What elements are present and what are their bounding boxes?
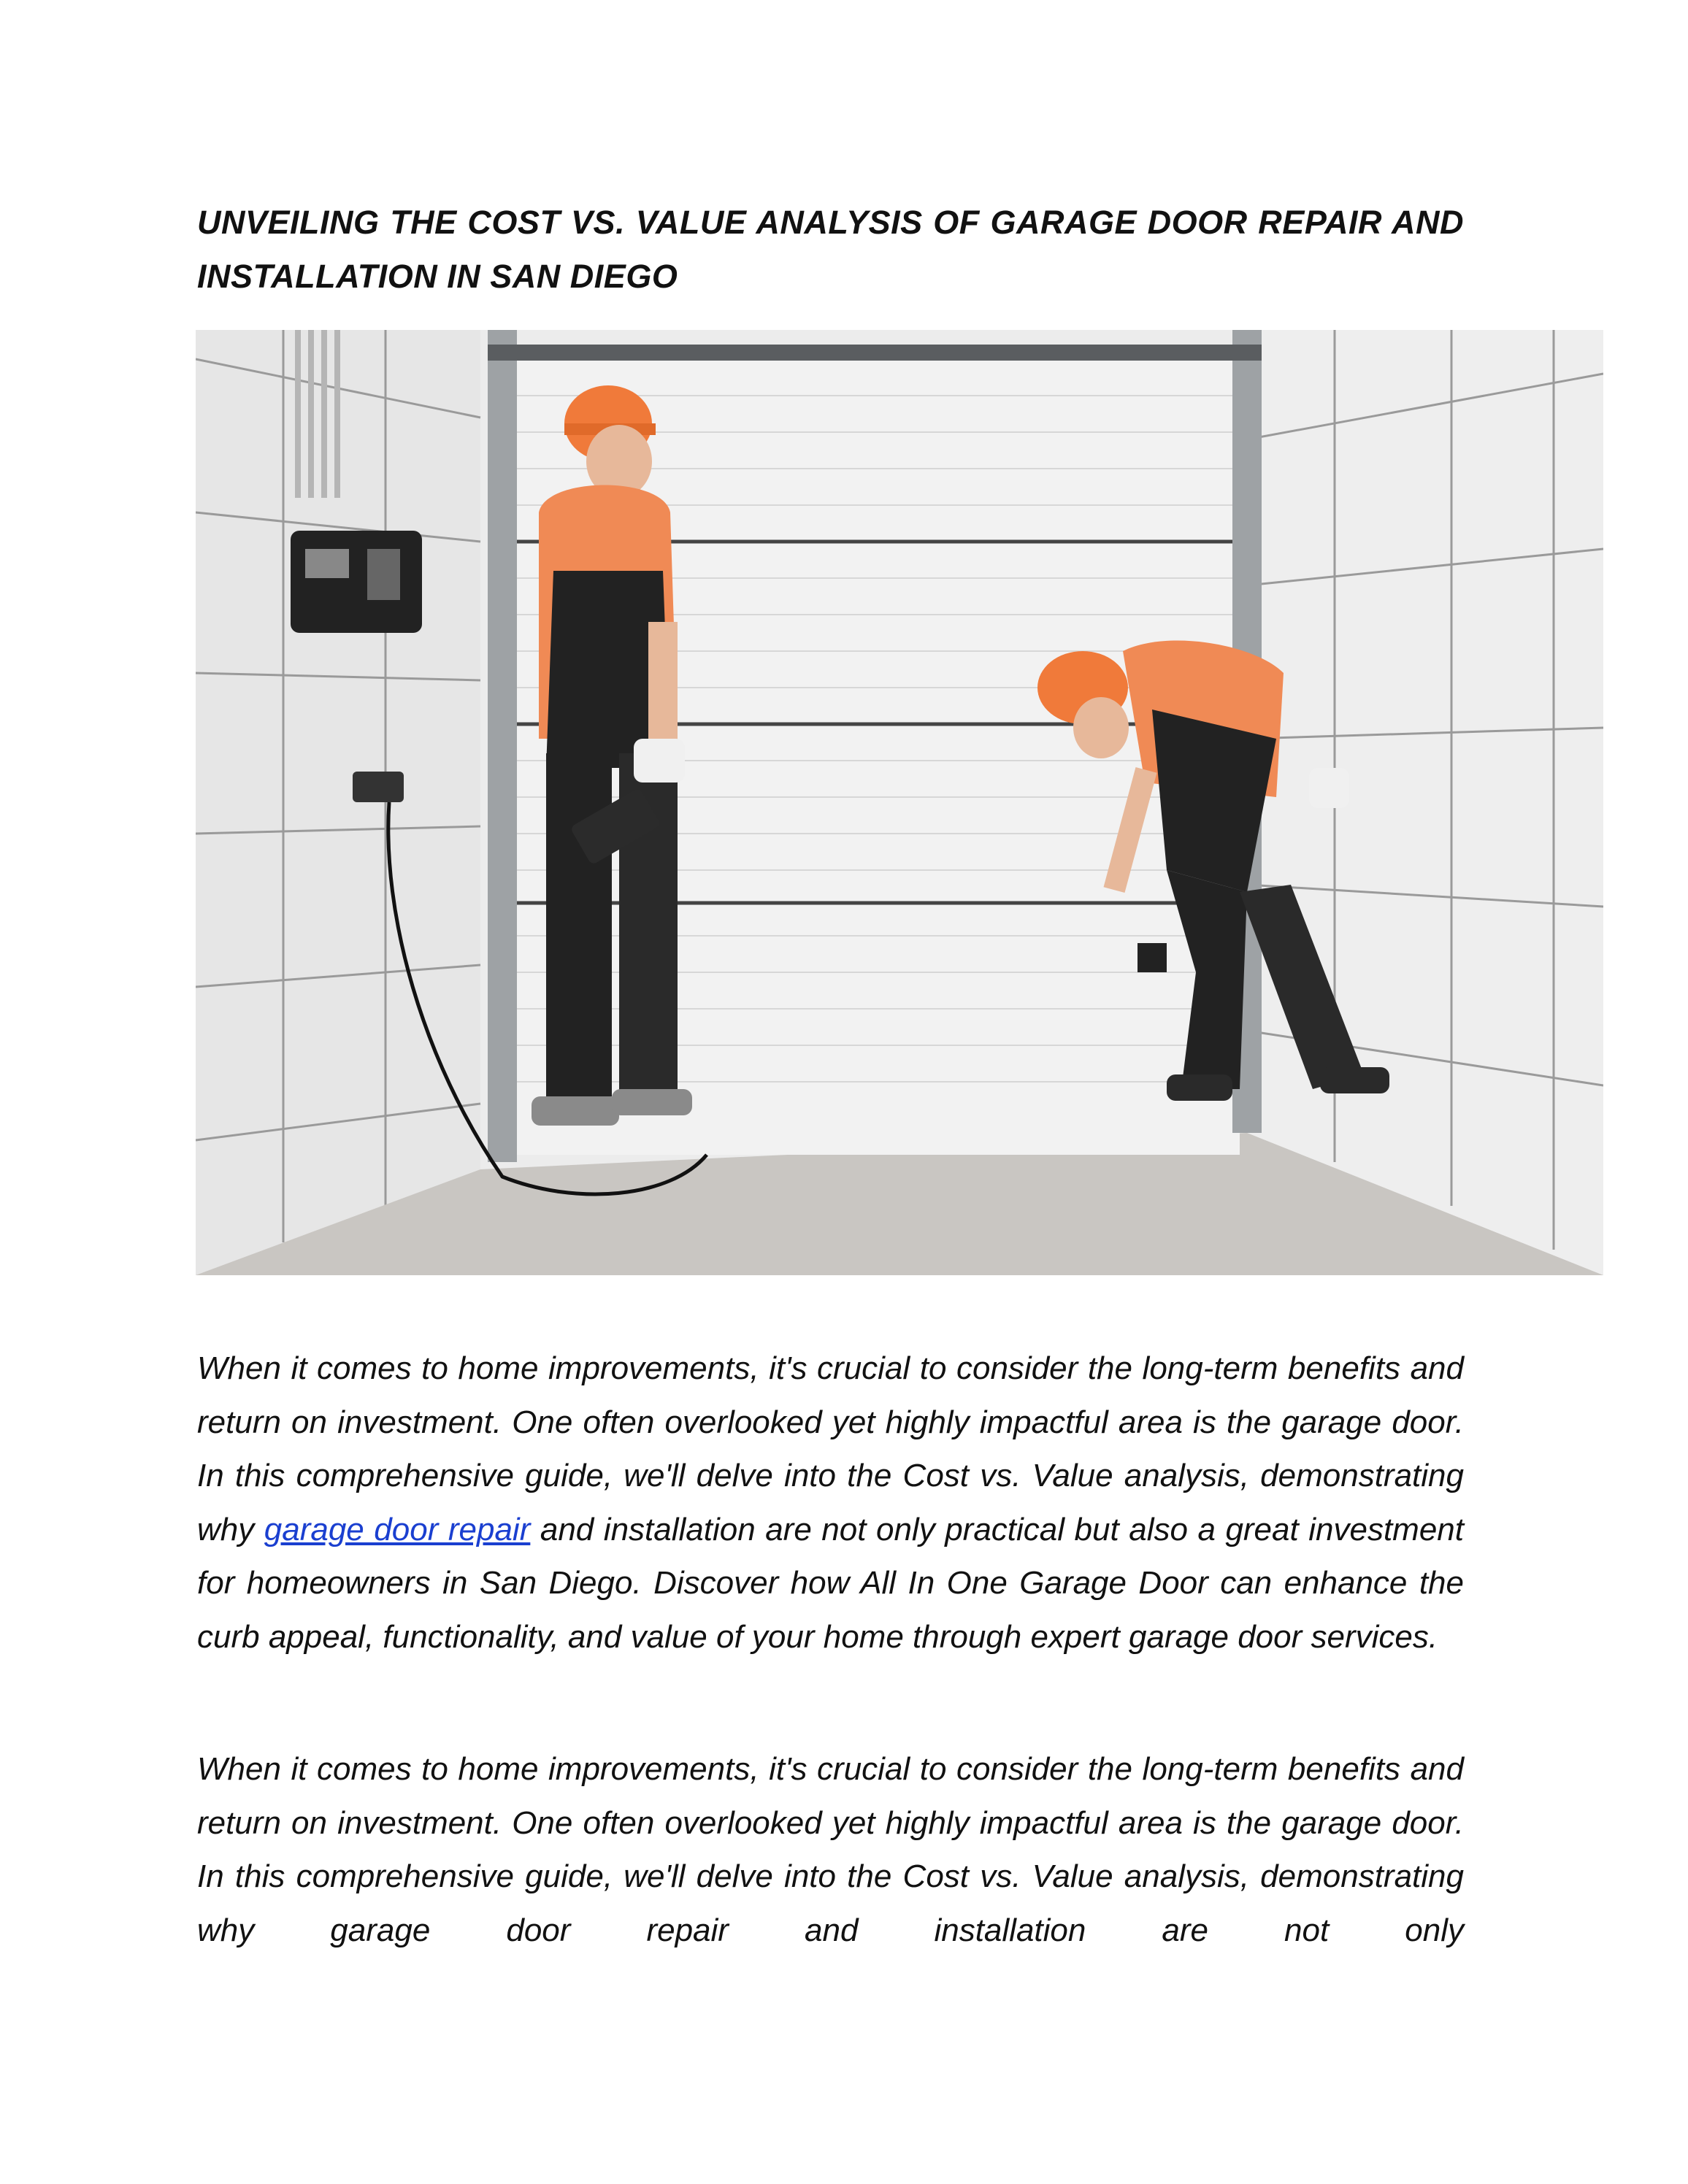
garage-door-repair-link[interactable]: garage door repair — [264, 1511, 531, 1547]
intro-paragraph — [197, 1342, 1464, 1664]
paragraph-text-after-link: and installation are not only practical but also a great investment for homeowners in San Diego. Discover how All In One Garage Door can enhance the curb appeal, functionality, and value of your home through expert garage door services. — [197, 1511, 1464, 1655]
second-paragraph: When it comes to home improvements, it's crucial to consider the long-term benefits and return on investment. One often overlooked yet highly impactful area is the garage door. In this comprehensive guide, we'll delve into the Cost vs. Value analysis, demonstrating why garage door repair and installation are not only — [197, 1751, 1464, 1948]
garage-door-photo — [196, 330, 1603, 1275]
garage-scene-illustration — [196, 330, 1603, 1275]
paragraph-text-before-link: When it comes to home improvements, it's crucial to consider the long-term benefits and return on investment. One often overlooked yet highly impactful area is the garage door. In this comprehensive guide, we'll delve into the Cost vs. Value analysis, demonstrating why — [197, 1350, 1464, 1547]
article-title: UNVEILING THE COST VS. VALUE ANALYSIS OF GARAGE DOOR REPAIR AND INSTALLATION IN SAN DIEGO — [197, 204, 1464, 295]
